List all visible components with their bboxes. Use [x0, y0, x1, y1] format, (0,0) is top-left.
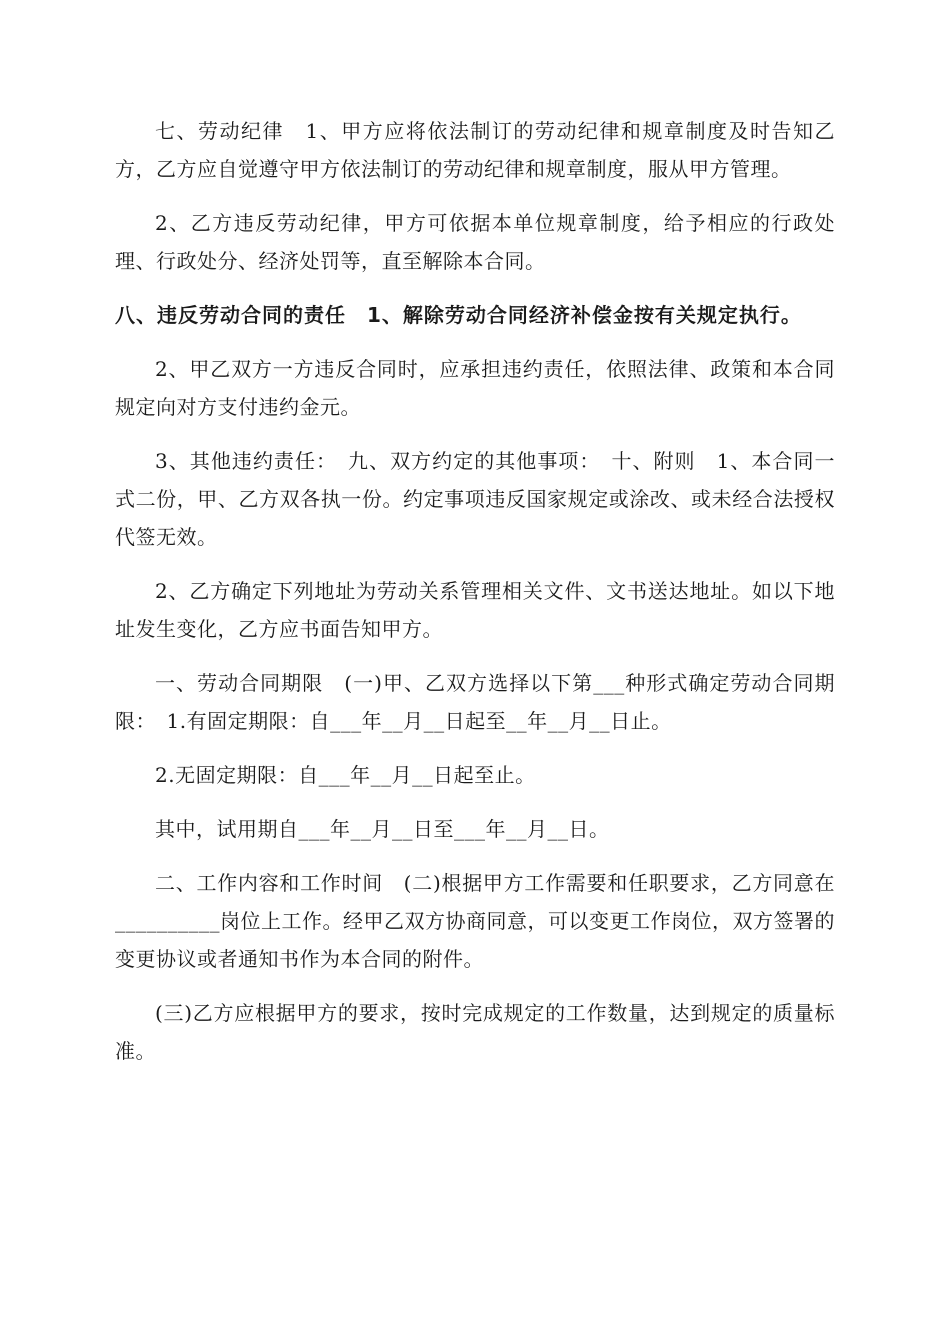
paragraph-probation: 其中，试用期自___年__月__日至___年__月__日。 [155, 817, 610, 841]
paragraph-service-address: 2、乙方确定下列地址为劳动关系管理相关文件、文书送达地址。如以下地址发生变化，乙方应书面告知甲方。 [115, 579, 835, 641]
paragraph-work-quality: (三)乙方应根据甲方的要求，按时完成规定的工作数量，达到规定的质量标准。 [115, 1001, 835, 1063]
paragraph-breach-penalty: 2、甲乙双方一方违反合同时，应承担违约责任，依照法律、政策和本合同规定向对方支付违约金元。 [115, 357, 835, 419]
paragraph-discipline-violation: 2、乙方违反劳动纪律，甲方可依据本单位规章制度，给予相应的行政处理、行政处分、经济处罚等，直至解除本合同。 [115, 211, 835, 273]
heading-breach-liability: 八、违反劳动合同的责任 1、解除劳动合同经济补偿金按有关规定执行。 [115, 303, 802, 327]
paragraph-contract-term: 一、劳动合同期限 (一)甲、乙双方选择以下第___种形式确定劳动合同期限： 1.有固定期限：自___年__月__日起至__年__月__日止。 [115, 671, 835, 733]
paragraph-work-content: 二、工作内容和工作时间 (二)根据甲方工作需要和任职要求，乙方同意在__________岗位上工作。经甲乙双方协商同意，可以变更工作岗位，双方签署的变更协议或者通知书作为本合同的附件。 [115, 871, 835, 971]
paragraph-other-liability: 3、其他违约责任： 九、双方约定的其他事项： 十、附则 1、本合同一式二份，甲、乙方双各执一份。约定事项违反国家规定或涂改、或未经合法授权代签无效。 [115, 449, 835, 549]
paragraph-labor-discipline: 七、劳动纪律 1、甲方应将依法制订的劳动纪律和规章制度及时告知乙方，乙方应自觉遵守甲方依法制订的劳动纪律和规章制度，服从甲方管理。 [115, 119, 835, 181]
document-body [115, 112, 835, 1086]
paragraph-open-term: 2.无固定期限：自___年__月__日起至止。 [155, 763, 536, 787]
